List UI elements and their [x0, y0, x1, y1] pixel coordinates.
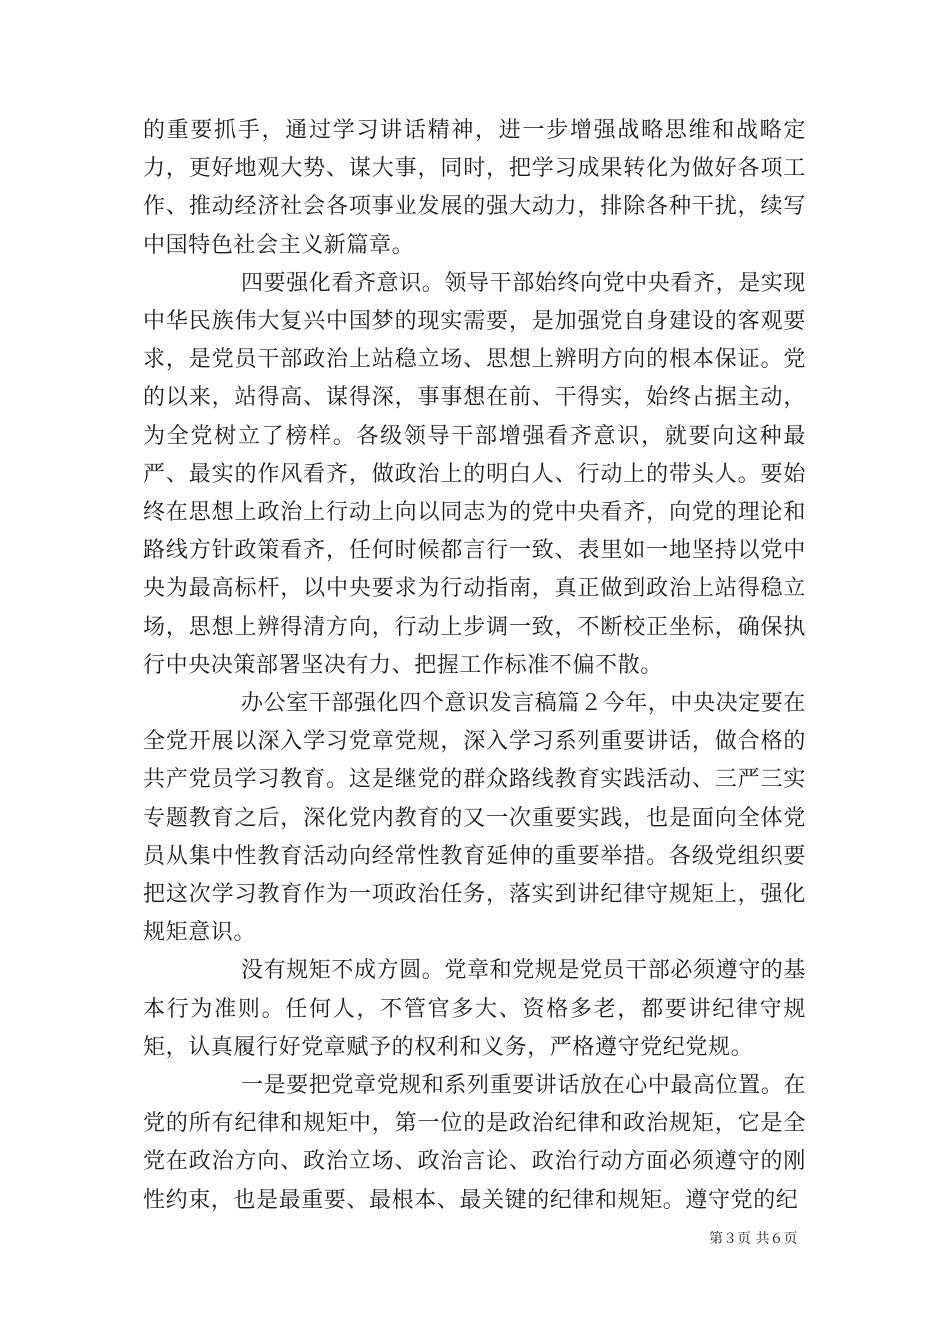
document-body [143, 112, 806, 1220]
paragraph-alignment-awareness: 四要强化看齐意识。领导干部始终向党中央看齐，是实现中华民族伟大复兴中国梦的现实需要，是加强党自身建设的客观要求，是党员干部政治上站稳立场、思想上辨明方向的根本保证。党的以来，站得高、谋得深，事事想在前、干得实，始终占据主动，为全党树立了榜样。各级领导干部增强看齐意识，就要向这种最严、最实的作风看齐，做政治上的明白人、行动上的带头人。要始终在思想上政治上行动上向以同志为的党中央看齐，向党的理论和路线方针政策看齐，任何时候都言行一致、表里如一地坚持以党中央为最高标杆，以中央要求为行动指南，真正做到政治上站得稳立场，思想上辨得清方向，行动上步调一致，不断校正坐标，确保执行中央决策部署坚决有力、把握工作标准不偏不散。 [143, 270, 807, 678]
paragraph-continuation: 的重要抓手，通过学习讲话精神，进一步增强战略思维和战略定力，更好地观大势、谋大事，同时，把学习成果转化为做好各项工作、推动经济社会各项事业发展的强大动力，排除各种干扰，续写中国特色社会主义新篇章。 [143, 118, 806, 258]
page-number-footer: 第３页 共６页 [709, 1231, 798, 1247]
paragraph-first-point: 一是要把党章党规和系列重要讲话放在心中最高位置。在党的所有纪律和规矩中，第一位的是政治纪律和政治规矩，它是全党在政治方向、政治立场、政治言论、政治行动方面必须遵守的刚性约束，也是最重要、最根本、最关键的纪律和规矩。遵守党的纪 [143, 1073, 807, 1213]
paragraph-speech-part-2: 办公室干部强化四个意识发言稿篇２今年，中央决定要在全党开展以深入学习党章党规，深入学习系列重要讲话，做合格的共产党员学习教育。这是继党的群众路线教育实践活动、三严三实专题教育之后，深化党内教育的又一次重要实践，也是面向全体党员从集中性教育活动向经常性教育延伸的重要举措。各级党组织要把这次学习教育作为一项政治任务，落实到讲纪律守规矩上，强化规矩意识。 [143, 691, 807, 946]
paragraph-rules: 没有规矩不成方圆。党章和党规是党员干部必须遵守的基本行为准则。任何人，不管官多大、资格多老，都要讲纪律守规矩，认真履行好党章赋予的权利和义务，严格遵守党纪党规。 [143, 958, 807, 1060]
